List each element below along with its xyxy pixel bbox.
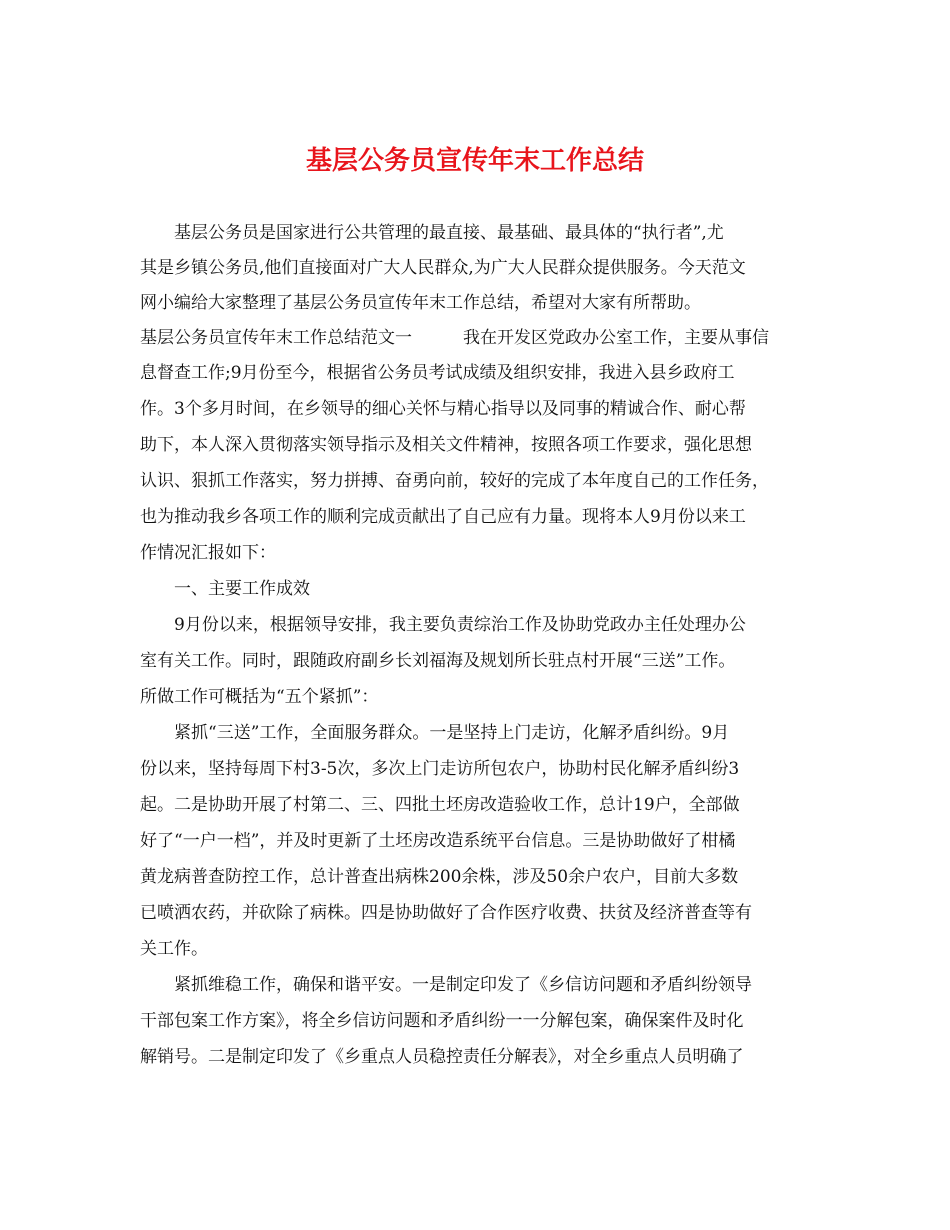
text-line: 9月份以来，根据领导安排，我主要负责综治工作及协助党政办主任处理办公 bbox=[174, 615, 746, 635]
text-line: 网小编给大家整理了基层公务员宣传年末工作总结，希望对大家有所帮助。 bbox=[140, 293, 701, 313]
text-line: 作。3个多月时间，在乡领导的细心关怀与精心指导以及同事的精诚合作、耐心帮 bbox=[140, 399, 746, 419]
text-line: 黄龙病普查防控工作，总计普查出病株200余株，涉及50余户农户，目前大多数 bbox=[140, 867, 739, 887]
text-line: 其是乡镇公务员,他们直接面对广大人民群众,为广大人民群众提供服务。今天范文 bbox=[140, 258, 746, 278]
text-line: 室有关工作。同时，跟随政府副乡长刘福海及规划所长驻点村开展“三送”工作。 bbox=[140, 651, 736, 671]
text-line: 份以来，坚持每周下村3-5次，多次上门走访所包农户，协助村民化解矛盾纠纷3 bbox=[140, 759, 740, 779]
text-line: 基层公务员宣传年末工作总结范文一 我在开发区党政办公室工作，主要从事信 bbox=[140, 328, 769, 348]
text-line: 所做工作可概括为“五个紧抓”： bbox=[140, 687, 379, 707]
text-line: 关工作。 bbox=[140, 939, 208, 959]
text-line: 也为推动我乡各项工作的顺利完成贡献出了自己应有力量。现将本人9月份以来工 bbox=[140, 507, 746, 527]
document-title: 基层公务员宣传年末工作总结 bbox=[305, 146, 644, 176]
text-line: 认识、狠抓工作落实，努力拼搏、奋勇向前，较好的完成了本年度自己的工作任务， bbox=[140, 471, 769, 491]
text-line: 作情况汇报如下： bbox=[140, 543, 276, 563]
text-line: 解销号。二是制定印发了《乡重点人员稳控责任分解表》，对全乡重点人员明确了 bbox=[140, 1047, 744, 1067]
text-line: 起。二是协助开展了村第二、三、四批土坯房改造验收工作，总计19户，全部做 bbox=[140, 795, 740, 815]
text-line: 好了“一户一档”，并及时更新了土坯房改造系统平台信息。三是协助做好了柑橘 bbox=[140, 831, 736, 851]
text-line: 紧抓“三送”工作，全面服务群众。一是坚持上门走访，化解矛盾纠纷。9月 bbox=[174, 723, 730, 743]
text-line: 助下，本人深入贯彻落实领导指示及相关文件精神，按照各项工作要求，强化思想 bbox=[140, 435, 752, 455]
text-line: 基层公务员是国家进行公共管理的最直接、最基础、最具体的“执行者”,尤 bbox=[174, 223, 724, 243]
section-heading: 一、主要工作成效 bbox=[174, 579, 310, 599]
text-line: 干部包案工作方案》，将全乡信访问题和矛盾纠纷一一分解包案，确保案件及时化 bbox=[140, 1011, 744, 1031]
text-line: 已喷洒农药，并砍除了病株。四是协助做好了合作医疗收费、扶贫及经济普查等有 bbox=[140, 903, 752, 923]
text-line: 息督查工作;9月份至今，根据省公务员考试成绩及组织安排，我进入县乡政府工 bbox=[140, 363, 735, 383]
text-line: 紧抓维稳工作，确保和谐平安。一是制定印发了《乡信访问题和矛盾纠纷领导 bbox=[174, 975, 752, 995]
